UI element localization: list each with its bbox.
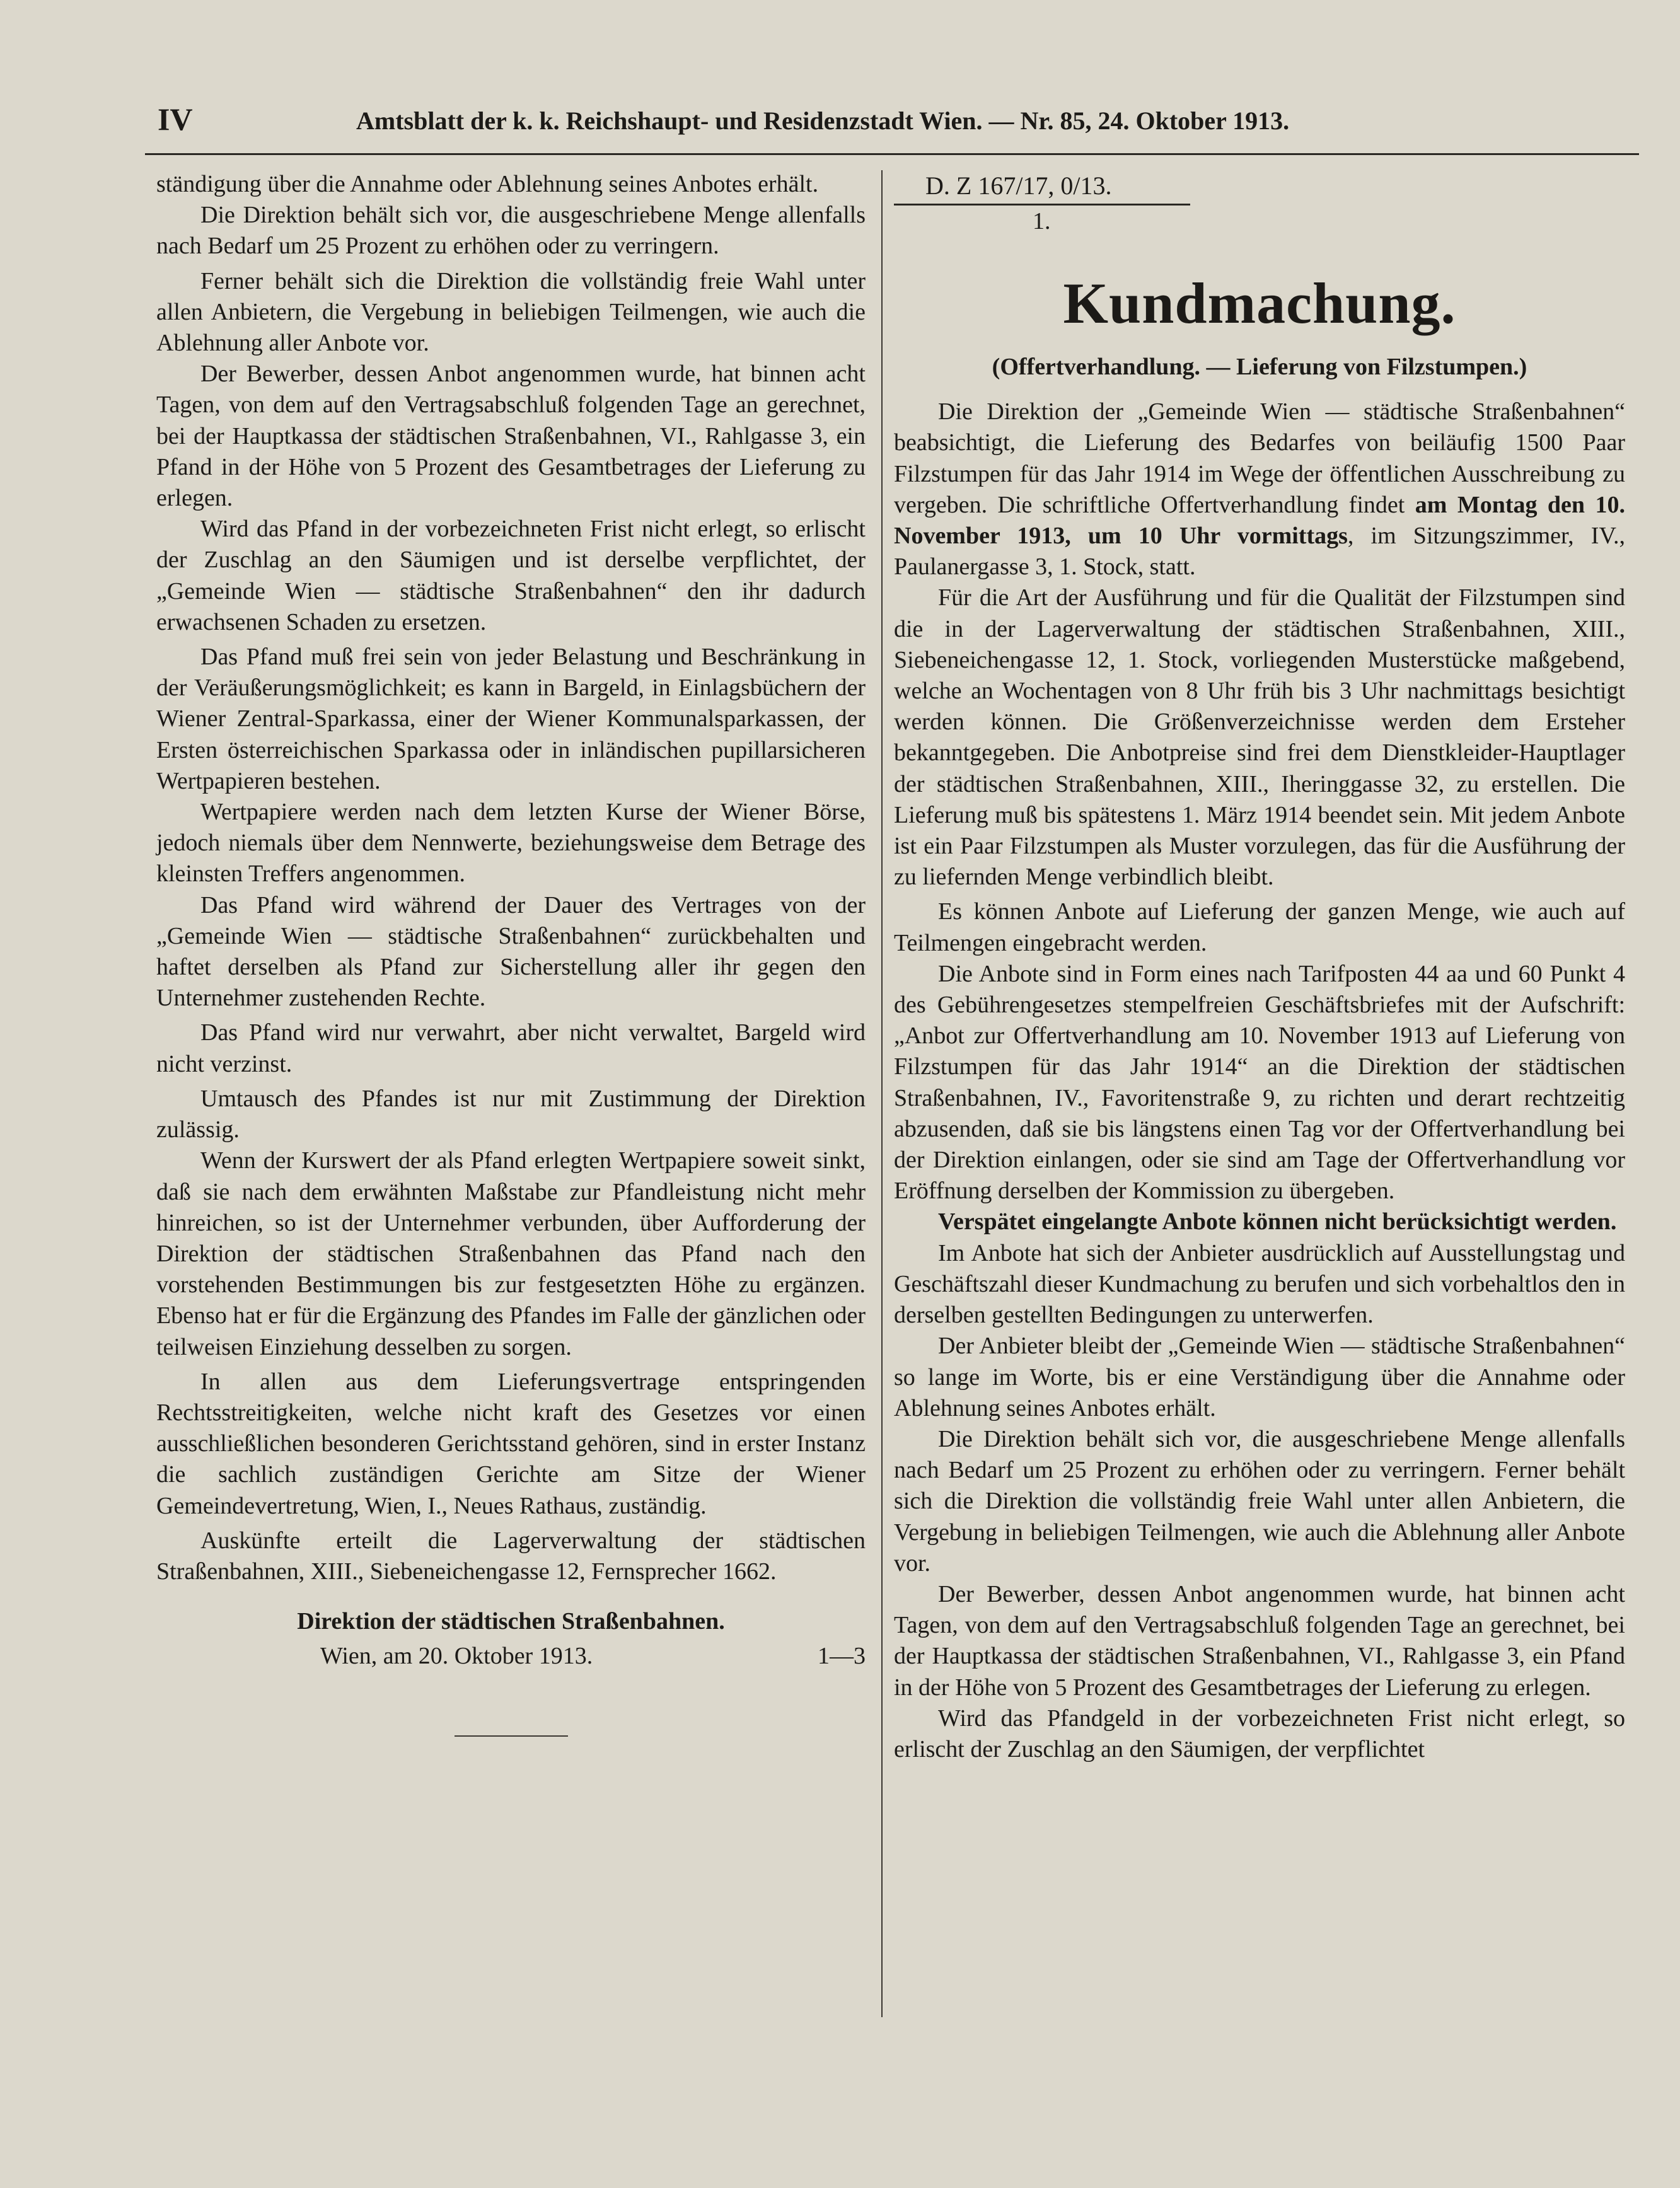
- meeting-date: am Montag den 10. November 1913, um 10 Uhr vormittags: [894, 491, 1625, 550]
- left-paragraph: Das Pfand wird nur verwahrt, aber nicht verwaltet, Bargeld wird nicht verzinst.: [156, 1019, 866, 1077]
- left-paragraph: Die Direktion behält sich vor, die ausgeschriebene Menge allenfalls nach Bedarf um 25 Prozent zu erhöhen oder zu verringern.: [156, 202, 866, 260]
- left-paragraph: ständigung über die Annahme oder Ablehnung seines Anbotes erhält.: [156, 171, 819, 197]
- page-number: IV: [158, 101, 193, 137]
- left-paragraph: Wertpapiere werden nach dem letzten Kurse der Wiener Börse, jedoch niemals über dem Nennwerte, beziehungsweise dem Betrage des kleinsten Treffers angenommen.: [156, 799, 866, 888]
- right-paragraph: Die Anbote sind in Form eines nach Tarifposten 44 aa und 60 Punkt 4 des Gebührengesetzes stempelfreien Geschäftsbriefes mit der Aufschrift: „Anbot zur Offertverhandlung am 10. November 1913 auf Lieferung von Filzstumpen für das Jahr 1914“ an die Direktion der städtischen Straßenbahnen, IV., Favoritenstraße 9, zu richten und derart rechtzeitig abzusenden, daß sie bis längstens einen Tag vor der Offertverhandlung bei der Direktion einlangen, oder sie sind am Tage der Offertverhandlung vor Eröffnung derselben der Kommission zu übergeben.: [894, 960, 1625, 1205]
- right-paragraph: Es können Anbote auf Lieferung der ganzen Menge, wie auch auf Teilmengen eingebracht werden.: [894, 898, 1625, 956]
- issue-date: Wien, am 20. Oktober 1913.: [320, 1643, 593, 1670]
- p1-start: Die Direktion der „Gemeinde Wien — städtische Straßenbahnen“ beabsichtigt, die Lieferung des Bedarfes von beiläufig 1500 Paar Filzstumpen für das Jahr 1914 im Wege der öffentlichen Ausschreibung zu vergeben. Die schriftliche Offertverhandlung findet: [894, 398, 1625, 518]
- header-rule: [145, 153, 1639, 155]
- reference-box: D. Z 167/17, 0/13.: [894, 170, 1190, 205]
- left-column: [156, 169, 866, 1737]
- page-header: [158, 95, 1671, 151]
- signature: Direktion der städtischen Straßenbahnen.: [297, 1608, 725, 1635]
- left-paragraph: Auskünfte erteilt die Lagerverwaltung der städtischen Straßenbahnen, XIII., Siebeneichengasse 12, Fernsprecher 1662.: [156, 1527, 866, 1585]
- right-paragraph: Der Anbieter bleibt der „Gemeinde Wien — städtische Straßenbahnen“ so lange im Worte, bis er eine Verständigung über die Annahme oder Ablehnung seines Anbotes erhält.: [894, 1333, 1625, 1421]
- left-paragraph: Das Pfand muß frei sein von jeder Belastung und Beschränkung in der Veräußerungsmöglichkeit; es kann in Bargeld, in Einlagsbüchern der Wiener Zentral-Sparkassa, einer der Wiener Kommunalsparkassen, der Ersten österreichischen Sparkassa oder in inländischen pupillarsicheren Wertpapieren bestehen.: [156, 644, 866, 794]
- right-paragraph: Im Anbote hat sich der Anbieter ausdrücklich auf Ausstellungstag und Geschäftszahl dieser Kundmachung zu berufen und sich vorbehaltlos den in derselben gestellten Bedingungen zu unterwerfen.: [894, 1239, 1625, 1329]
- right-paragraph: [894, 397, 1625, 582]
- right-column: [894, 169, 1625, 1765]
- notice-subtitle: (Offertverhandlung. — Lieferung von Filzstumpen.): [992, 354, 1527, 380]
- left-paragraph: In allen aus dem Lieferungsvertrage entspringenden Rechtsstreitigkeiten, welche nicht kraft des Gesetzes vor einen ausschließlichen besonderen Gerichtsstand gehören, sind in erster Instanz die sachlich zuständigen Gerichte am Sitze der Wiener Gemeindevertretung, Wien, I., Neues Rathaus, zuständig.: [156, 1368, 866, 1519]
- left-paragraph: Das Pfand wird während der Dauer des Vertrages von der „Gemeinde Wien — städtische Straßenbahnen“ zurückbehalten und haftet derselben als Pfand zur Sicherstellung aller ihr gegen den Unternehmer zustehenden Rechte.: [156, 891, 866, 1012]
- right-paragraph: Für die Art der Ausführung und für die Qualität der Filzstumpen sind die in der Lagerverwaltung der städtischen Straßenbahnen, XIII., Siebeneichengasse 12, 1. Stock, vorliegenden Musterstücke maßgebend, welche an Wochentagen von 8 Uhr früh bis 3 Uhr nachmittags besichtigt werden können. Die Größenverzeichnisse werden dem Ersteher bekanntgegeben. Die Anbotpreise sind frei dem Dienstkleider-Hauptlager der städtischen Straßenbahnen, XIII., Iheringgasse 32, zu erstellen. Die Lieferung muß bis spätestens 1. März 1914 beendet sein. Mit jedem Anbote ist ein Paar Filzstumpen als Muster vorzulegen, das für die Ausführung der zu liefernden Menge verbindlich bleibt.: [894, 584, 1625, 891]
- left-paragraph: Wird das Pfand in der vorbezeichneten Frist nicht erlegt, so erlischt der Zuschlag an den Säumigen und ist derselbe verpflichtet, der „Gemeinde Wien — städtische Straßenbahnen“ den ihr dadurch erwachsenen Schaden zu ersetzen.: [156, 516, 866, 635]
- issue-ref: 1—3: [818, 1643, 866, 1670]
- header-title: Amtsblatt der k. k. Reichshaupt- und Residenzstadt Wien. — Nr. 85, 24. Oktober 1913.: [356, 107, 1290, 135]
- left-paragraph: Umtausch des Pfandes ist nur mit Zustimmung der Direktion zulässig.: [156, 1085, 866, 1143]
- reference-number: 1.: [1033, 208, 1051, 234]
- date-line: [156, 1641, 866, 1672]
- right-paragraph: Wird das Pfandgeld in der vorbezeichneten Frist nicht erlegt, so erlischt der Zuschlag an den Säumigen, der verpflichtet: [894, 1705, 1625, 1763]
- p1-end: , im Sitzungszimmer, IV., Paulanergasse 3, 1. Stock, statt.: [894, 523, 1625, 581]
- left-paragraph: Der Bewerber, dessen Anbot angenommen wurde, hat binnen acht Tagen, von dem auf den Vertragsabschluß folgenden Tage an gerechnet, bei der Hauptkassa der städtischen Straßenbahnen, VI., Rahlgasse 3, ein Pfand in der Höhe von 5 Prozent des Gesamtbetrages der Lieferung zu erlegen.: [156, 361, 866, 512]
- left-paragraph: Wenn der Kurswert der als Pfand erlegten Wertpapiere soweit sinkt, daß sie nach dem erwähnten Maßstabe zur Pfandleistung nicht mehr hinreichen, so ist der Unternehmer verbunden, über Aufforderung der Direktion der städtischen Straßenbahnen das Pfand nach den vorstehenden Bestimmungen bis zur festgesetzten Höhe zu ergänzen. Ebenso hat er für die Ergänzung des Pfandes im Falle der gänzlichen oder teilweisen Einziehung desselben zu sorgen.: [156, 1147, 866, 1360]
- column-divider: [881, 170, 883, 2017]
- late-notice: Verspätet eingelangte Anbote können nicht berücksichtigt werden.: [938, 1208, 1617, 1236]
- left-paragraph: Ferner behält sich die Direktion die vollständig freie Wahl unter allen Anbietern, die Vergebung in beliebigen Teilmengen, wie auch die Ablehnung aller Anbote vor.: [156, 267, 866, 357]
- closing-rule: [455, 1735, 568, 1737]
- right-paragraph: Die Direktion behält sich vor, die ausgeschriebene Menge allenfalls nach Bedarf um 25 Prozent zu erhöhen oder zu verringern. Ferner behält sich die Direktion die vollständig freie Wahl unter allen Anbietern, die Vergebung in beliebigen Teilmengen, wie auch die Ablehnung aller Anbote vor.: [894, 1425, 1625, 1577]
- notice-title: Kundmachung.: [1063, 271, 1456, 335]
- right-paragraph: Der Bewerber, dessen Anbot angenommen wurde, hat binnen acht Tagen, von dem auf den Vertragsabschluß folgenden Tage an gerechnet, bei der Hauptkassa der städtischen Straßenbahnen, VI., Rahlgasse 3, ein Pfand in der Höhe von 5 Prozent des Gesamtbetrages der Lieferung zu erlegen.: [894, 1580, 1625, 1701]
